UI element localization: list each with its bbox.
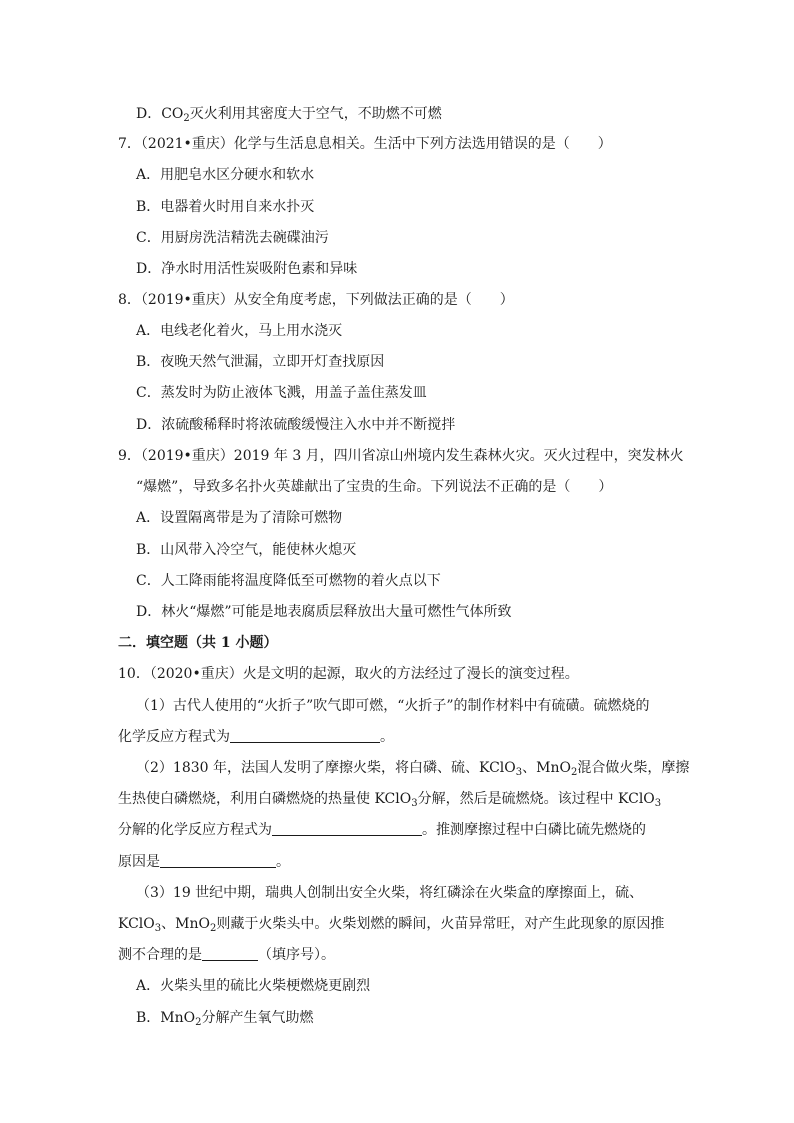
q9-stem-line2: “爆燃”，导致多名扑火英雄献出了宝贵的生命。下列说法不正确的是（ ） bbox=[136, 479, 613, 495]
q10-p3-line2-b: 、MnO bbox=[161, 916, 210, 932]
q10-p2-line3-pre: 分解的化学反应方程式为 bbox=[118, 822, 272, 838]
q7-option-a: A．用肥皂水区分硬水和软水 bbox=[136, 167, 315, 183]
q10-p3-line2-a: KClO bbox=[118, 916, 155, 932]
q10-p2-line1-sub1: 3 bbox=[515, 767, 523, 778]
q10-p3-line1: （3）19 世纪中期，瑞典人创制出安全火柴，将红磷涂在火柴盒的摩擦面上，硫、 bbox=[136, 885, 644, 901]
q8-option-a: A．电线老化着火，马上用水浇灭 bbox=[136, 323, 343, 339]
q10-p3-option-b-post: 分解产生氧气助燃 bbox=[201, 1010, 314, 1026]
q10-p2-line2-sub: 3 bbox=[411, 798, 418, 809]
q7-option-c: C．用厨房洗洁精洗去碗碟油污 bbox=[136, 230, 329, 246]
q9-option-b: B．山风带入冷空气，能使林火熄灭 bbox=[136, 542, 357, 558]
q10-p2-line4-post: 。 bbox=[276, 854, 290, 870]
q10-p2-line1-c: 混合做火柴，摩擦 bbox=[577, 760, 690, 776]
q7-option-d: D．净水时用活性炭吸附色素和异味 bbox=[136, 261, 358, 277]
q10-p3-option-a: A．火柴头里的硫比火柴梗燃烧更剧烈 bbox=[136, 978, 371, 994]
q10-p2-line3 bbox=[118, 820, 646, 840]
q10-p3-line3 bbox=[118, 945, 335, 965]
q10-p2-line3-post: 。推测摩擦过程中白磷比硫先燃烧的 bbox=[422, 822, 646, 838]
q10-p2-line2-b: 分解，然后是硫燃烧。该过程中 KClO bbox=[417, 791, 655, 807]
answer-blank-2[interactable] bbox=[272, 821, 422, 836]
q8-option-d: D．浓硫酸稀释时将浓硫酸缓慢注入水中并不断搅拌 bbox=[136, 417, 456, 433]
answer-blank-1[interactable] bbox=[230, 728, 380, 743]
q10-p1-line1: （1）古代人使用的“火折子”吹气即可燃，“火折子”的制作材料中有硫磺。硫燃烧的 bbox=[136, 698, 650, 714]
q7-stem: 7．（2021•重庆）化学与生活息息相关。生活中下列方法选用错误的是（ ） bbox=[118, 136, 612, 152]
q10-stem: 10．（2020•重庆）火是文明的起源，取火的方法经过了漫长的演变过程。 bbox=[118, 666, 579, 682]
q8-option-c: C．蒸发时为防止液体飞溅，用盖子盖住蒸发皿 bbox=[136, 385, 427, 401]
q9-stem-line1: 9．（2019•重庆）2019 年 3 月，四川省凉山州境内发生森林火灾。灭火过程中，突发林火 bbox=[118, 448, 684, 464]
q7-option-b: B．电器着火时用自来水扑灭 bbox=[136, 199, 315, 215]
q10-p1-line2-pre: 化学反应方程式为 bbox=[118, 729, 230, 745]
q6-option-d bbox=[136, 104, 442, 124]
q10-p3-line2-sub1: 3 bbox=[154, 923, 162, 934]
answer-blank-4[interactable] bbox=[202, 946, 258, 961]
q10-p1-line2-post: 。 bbox=[380, 729, 394, 745]
q10-p2-line1-b: 、MnO bbox=[522, 760, 571, 776]
answer-blank-3[interactable] bbox=[160, 853, 276, 868]
q8-option-b: B．夜晚天然气泄漏，立即开灯查找原因 bbox=[136, 354, 385, 370]
q10-p3-line3-post: （填序号）。 bbox=[258, 947, 335, 963]
q10-p3-option-b-sub: 2 bbox=[195, 1017, 202, 1028]
q10-p3-line2 bbox=[118, 914, 664, 934]
q10-p2-line1-a: （2）1830 年，法国人发明了摩擦火柴，将白磷、硫、KClO bbox=[136, 760, 516, 776]
q10-p2-line4 bbox=[118, 852, 290, 872]
q10-p3-line2-c: 则藏于火柴头中。火柴划燃的瞬间，火苗异常旺，对产生此现象的原因推 bbox=[216, 916, 665, 932]
q10-p3-line3-pre: 测不合理的是 bbox=[118, 947, 202, 963]
q8-stem: 8．（2019•重庆）从安全角度考虑，下列做法正确的是（ ） bbox=[118, 292, 514, 308]
q10-p3-line2-sub2: 2 bbox=[209, 923, 217, 934]
section-title: 二．填空题（共 1 小题） bbox=[118, 635, 278, 651]
q9-option-a: A．设置隔离带是为了清除可燃物 bbox=[136, 510, 343, 526]
q10-p3-option-b bbox=[136, 1008, 314, 1028]
q10-p2-line4-pre: 原因是 bbox=[118, 854, 160, 870]
q9-option-d: D．林火“爆燃”可能是地表腐质层释放出大量可燃性气体所致 bbox=[136, 604, 512, 620]
q10-p3-option-b-pre: B．MnO bbox=[136, 1010, 196, 1026]
q10-p2-line2 bbox=[118, 789, 661, 809]
q6-option-d-sub: 2 bbox=[183, 113, 190, 124]
q9-option-c: C．人工降雨能将温度降低至可燃物的着火点以下 bbox=[136, 573, 441, 589]
q10-p2-line1-sub2: 2 bbox=[570, 767, 578, 778]
q6-option-d-post: 灭火利用其密度大于空气，不助燃不可燃 bbox=[189, 106, 442, 122]
q6-option-d-pre: D．CO bbox=[136, 106, 184, 122]
q10-p2-line2-a: 生热使白磷燃烧，利用白磷燃烧的热量使 KClO bbox=[118, 791, 412, 807]
q10-p2-line2-sub2: 3 bbox=[654, 798, 662, 809]
q10-p2-line1 bbox=[136, 758, 689, 778]
q10-p1-line2 bbox=[118, 727, 394, 747]
